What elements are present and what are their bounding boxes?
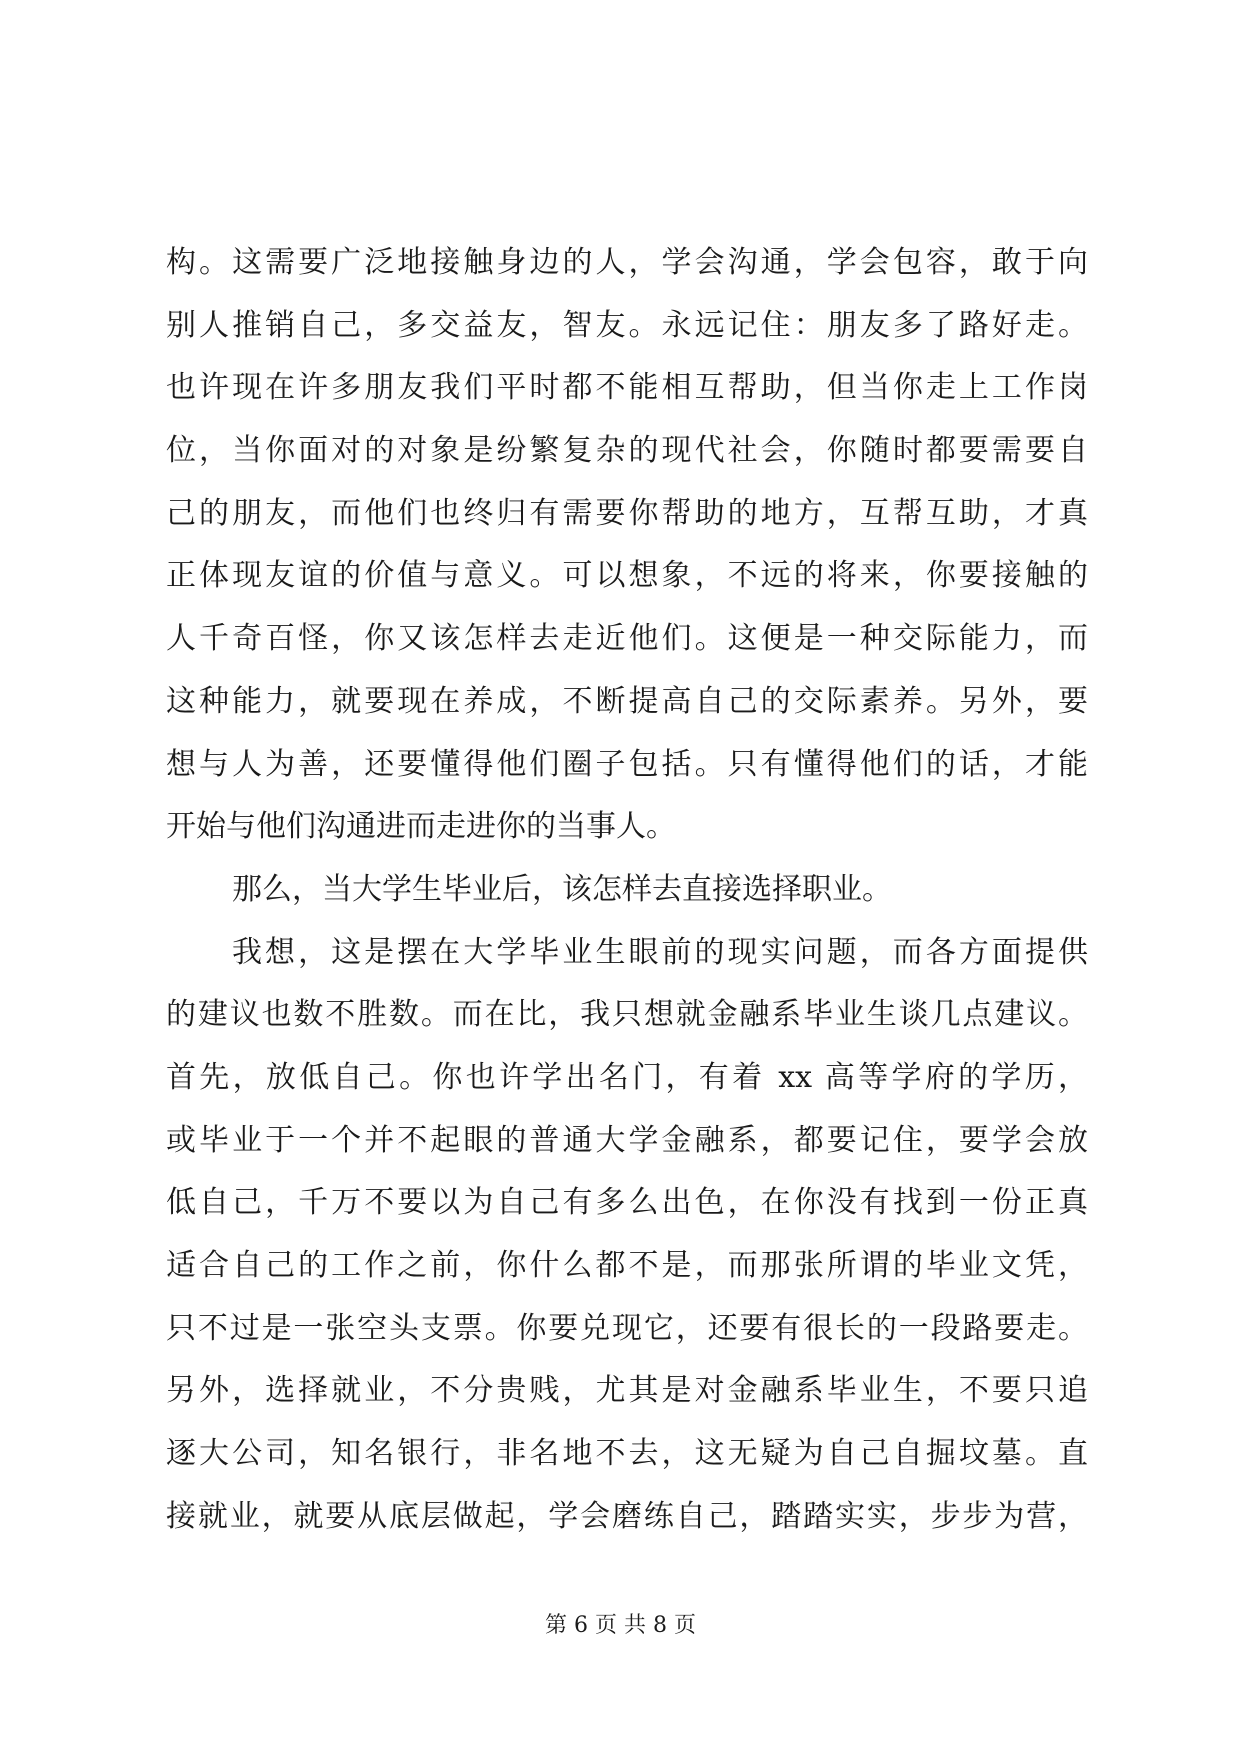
text-line: 也许现在许多朋友我们平时都不能相互帮助，但当你走上工作岗 bbox=[166, 370, 1088, 406]
text-line: 想与人为善，还要懂得他们圈子包括。只有懂得他们的话，才能 bbox=[166, 746, 1088, 782]
text-line: 正体现友谊的价值与意义。可以想象，不远的将来，你要接触的 bbox=[166, 558, 1088, 594]
text-line: 逐大公司，知名银行，非名地不去，这无疑为自己自掘坟墓。直 bbox=[166, 1436, 1088, 1472]
body-text bbox=[166, 232, 1088, 1548]
text-line: 构。这需要广泛地接触身边的人，学会沟通，学会包容，敢于向 bbox=[166, 245, 1088, 280]
text-line: 的建议也数不胜数。而在比，我只想就金融系毕业生谈几点建议。 bbox=[166, 997, 1088, 1033]
page-footer: 第 6 页 共 8 页 bbox=[545, 1613, 696, 1638]
text-line: 另外，选择就业，不分贵贱，尤其是对金融系毕业生，不要只追 bbox=[166, 1373, 1088, 1409]
text-line: 开始与他们沟通进而走进你的当事人。 bbox=[166, 809, 676, 845]
text-line: 那么，当大学生毕业后，该怎样去直接选择职业。 bbox=[232, 871, 892, 907]
text-line: 首先，放低自己。你也许学出名门，有着 xx 高等学府的学历， bbox=[166, 1059, 1088, 1095]
text-line: 低自己，千万不要以为自己有多么出色，在你没有找到一份正真 bbox=[166, 1185, 1088, 1221]
text-line: 接就业，就要从底层做起，学会磨练自己，踏踏实实，步步为营， bbox=[166, 1498, 1088, 1534]
text-line: 位，当你面对的对象是纷繁复杂的现代社会，你随时都要需要自 bbox=[166, 433, 1088, 469]
text-line: 己的朋友，而他们也终归有需要你帮助的地方，互帮互助，才真 bbox=[166, 495, 1088, 531]
text-line: 人千奇百怪，你又该怎样去走近他们。这便是一种交际能力，而 bbox=[166, 621, 1088, 657]
text-line: 我想，这是摆在大学毕业生眼前的现实问题，而各方面提供 bbox=[232, 934, 1088, 970]
text-line: 这种能力，就要现在养成，不断提高自己的交际素养。另外，要 bbox=[166, 683, 1088, 719]
text-line: 只不过是一张空头支票。你要兑现它，还要有很长的一段路要走。 bbox=[166, 1310, 1088, 1346]
text-line: 别人推销自己，多交益友，智友。永远记住：朋友多了路好走。 bbox=[166, 307, 1088, 343]
text-line: 适合自己的工作之前，你什么都不是，而那张所谓的毕业文凭， bbox=[166, 1248, 1088, 1283]
text-line: 或毕业于一个并不起眼的普通大学金融系，都要记住，要学会放 bbox=[166, 1122, 1088, 1158]
